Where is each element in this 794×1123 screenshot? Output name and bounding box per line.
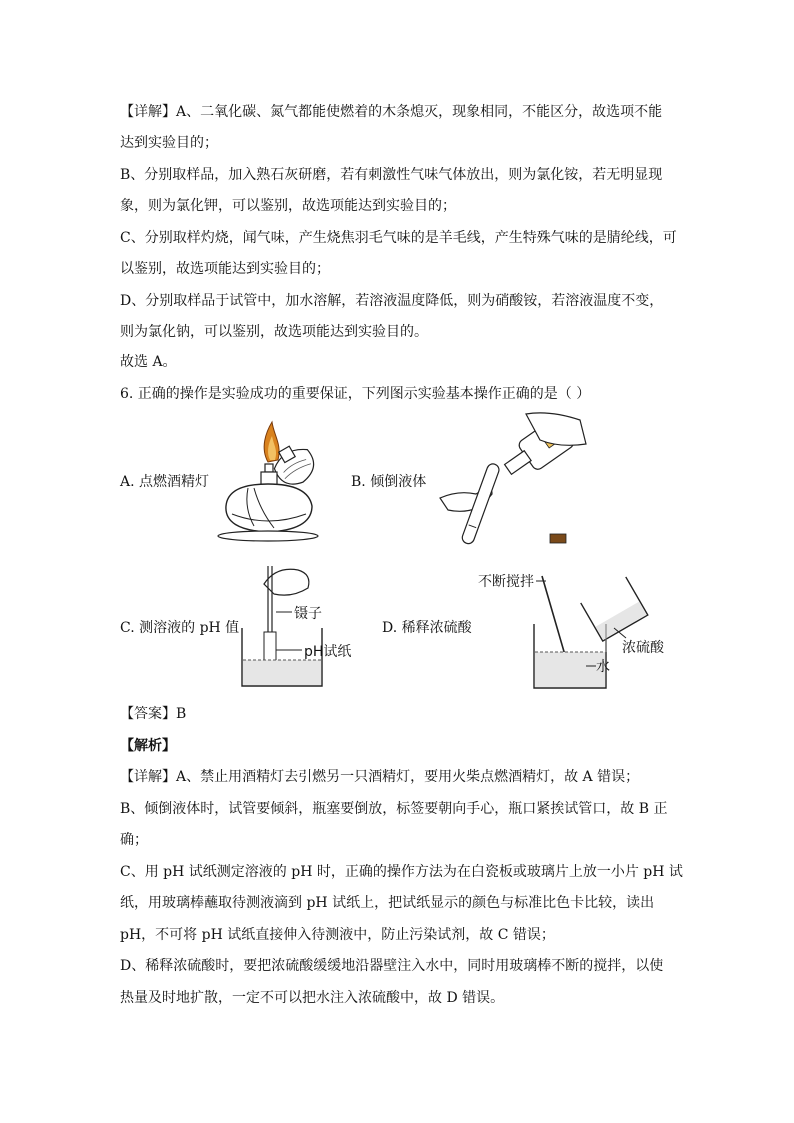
text-line: C、分别取样灼烧，闻气味，产生烧焦羽毛气味的是羊毛线，产生特殊气味的是腈纶线，可 <box>120 230 677 246</box>
label-stir: 不断搅拌 <box>478 574 534 590</box>
figure-c-ph-test <box>232 562 382 692</box>
text-line: 热量及时地扩散，一定不可以把水注入浓硫酸中，故 D 错误。 <box>120 990 505 1006</box>
label-ph-paper: pH试纸 <box>304 644 352 660</box>
text-line: 达到实验目的； <box>120 135 218 151</box>
option-c-label: C. 测溶液的 pH 值 <box>120 620 240 636</box>
text-line: 以鉴别，故选项能达到实验目的； <box>120 261 330 277</box>
text-line: C、用 pH 试纸测定溶液的 pH 时，正确的操作方法为在白瓷板或玻璃片上放一小片 pH 试 <box>120 864 683 880</box>
text-line: pH，不可将 pH 试纸直接伸入待测液中，防止污染试剂，故 C 错误； <box>120 927 555 943</box>
answer: 【答案】B <box>120 706 187 722</box>
text-line: 则为氯化钠，可以鉴别，故选项能达到实验目的。 <box>120 324 428 340</box>
text-line: B、分别取样品，加入熟石灰研磨，若有刺激性气味气体放出，则为氯化铵，若无明显现 <box>120 167 663 183</box>
figure-d-dilute-acid <box>476 568 666 694</box>
question-text: 6. 正确的操作是实验成功的重要保证，下列图示实验基本操作正确的是（ ） <box>120 386 591 402</box>
label-acid: 浓硫酸 <box>622 640 664 656</box>
text-line: D、稀释浓硫酸时，要把浓硫酸缓缓地沿器壁注入水中，同时用玻璃棒不断的搅拌，以使 <box>120 958 664 974</box>
text-line: 【详解】A、禁止用酒精灯去引燃另一只酒精灯，要用火柴点燃酒精灯，故 A 错误； <box>120 769 640 785</box>
label-tweezers: 镊子 <box>294 606 322 622</box>
text-line: B、倾倒液体时，试管要倾斜，瓶塞要倒放，标签要朝向手心，瓶口紧挨试管口，故 B 正 <box>120 801 668 817</box>
text-line: 象，则为氯化钾，可以鉴别，故选项能达到实验目的； <box>120 198 456 214</box>
option-a-label: A. 点燃酒精灯 <box>120 474 210 490</box>
figure-b-pouring-liquid <box>430 410 590 550</box>
label-water: 水 <box>596 659 610 675</box>
text-line: 故选 A。 <box>120 354 177 370</box>
text-line: 确； <box>120 832 148 848</box>
option-b-label: B. 倾倒液体 <box>351 474 427 490</box>
analysis-heading: 【解析】 <box>120 738 176 754</box>
text-line: 纸，用玻璃棒蘸取待测液滴到 pH 试纸上，把试纸显示的颜色与标准比色卡比较，读出 <box>120 895 655 911</box>
option-d-label: D. 稀释浓硫酸 <box>382 620 472 636</box>
text-line: D、分别取样品于试管中，加水溶解，若溶液温度降低，则为硝酸铵，若溶液温度不变， <box>120 293 664 309</box>
text-line: 【详解】A、二氧化碳、氮气都能使燃着的木条熄灭，现象相同，不能区分，故选项不能 <box>120 104 663 120</box>
figure-a-alcohol-lamp <box>208 418 332 543</box>
